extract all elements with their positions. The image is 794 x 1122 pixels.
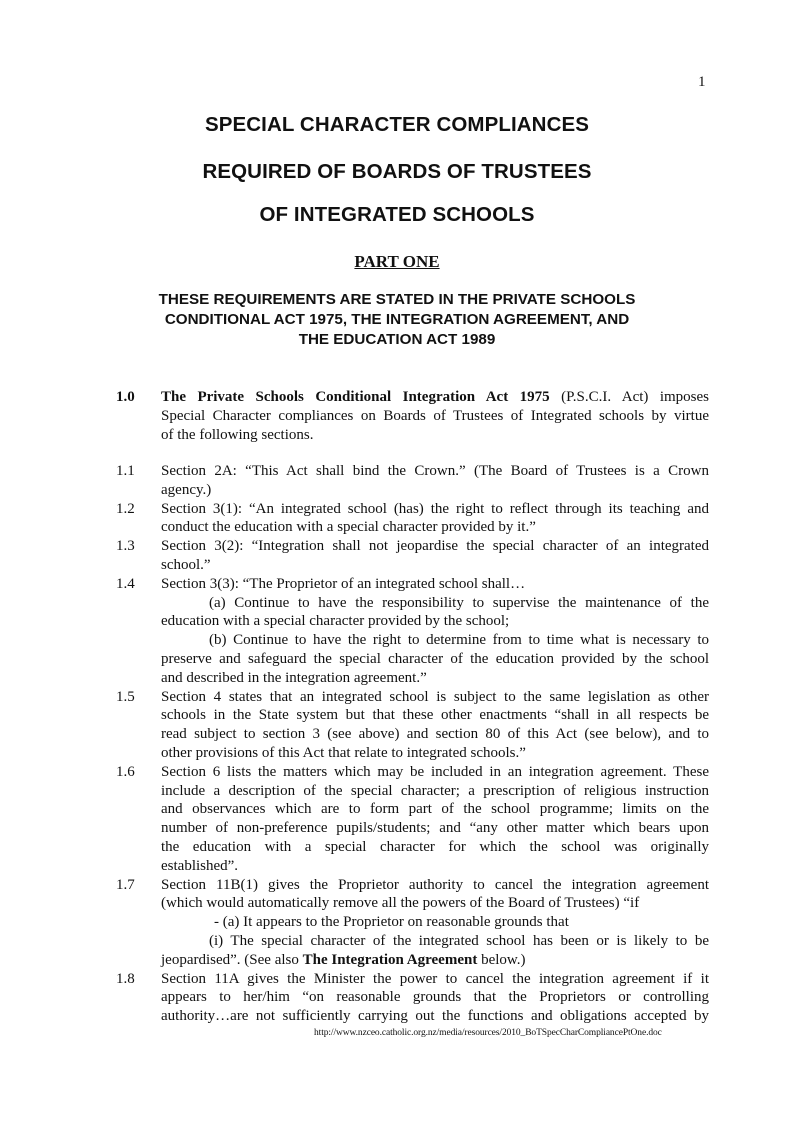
clause-number: 1.0 (116, 389, 135, 405)
clause-line: read subject to section 3 (see above) and section 80 of this Act (see below), and to (161, 726, 709, 743)
subheading-line-2: CONDITIONAL ACT 1975, THE INTEGRATION AGREEMENT, AND (164, 311, 630, 328)
clause-line: preserve and safeguard the special character of the education provided by the school (161, 650, 709, 667)
clause-line: conduct the education with a special character provided by it.” (161, 519, 536, 536)
clause-number: 1.2 (116, 500, 135, 517)
clause-line (161, 951, 709, 970)
cross-reference: The Integration Agreement (302, 951, 478, 968)
clause-line: Section 3(1): “An integrated school (has) the right to reflect through its teaching and (161, 500, 709, 517)
clause-text: jeopardised”. (See also (161, 951, 303, 968)
clause-text: below.) (477, 951, 526, 968)
clause-line: other provisions of this Act that relate to integrated schools.” (161, 744, 526, 761)
clause-body (161, 970, 709, 1026)
clause-line: and described in the integration agreement.” (161, 669, 427, 686)
clause-line: agency.) (161, 481, 212, 498)
clause-line: Section 3(2): “Integration shall not jeopardise the special character of an integrated (161, 538, 709, 555)
clause-line: school.” (161, 556, 211, 573)
document-title-line-2: REQUIRED OF BOARDS OF TRUSTEES (202, 160, 592, 183)
clause-body (161, 575, 709, 688)
clause-line: - (a) It appears to the Proprietor on reasonable grounds that (214, 914, 569, 931)
clause-line: established”. (161, 857, 239, 874)
clause-line: of the following sections. (161, 426, 314, 443)
clause-line: (i) The special character of the integrated school has been or is likely to be (209, 932, 709, 949)
subheading (0, 290, 794, 350)
clause-number: 1.4 (116, 575, 135, 592)
clause-line: and observances which are to form part of the school programme; limits on the (161, 801, 709, 818)
clause-text: (P.S.C.I. Act) imposes (561, 389, 710, 405)
clause-line: Section 6 lists the matters which may be included in an integration agreement. These (161, 763, 709, 780)
clause-line (161, 388, 709, 407)
clause-number: 1.6 (116, 763, 135, 780)
clause-body (161, 388, 709, 444)
clause-line: (b) Continue to have the right to determine from to time what is necessary to (209, 632, 709, 649)
clause-line: (which would automatically remove all the powers of the Board of Trustees) “if (161, 895, 640, 912)
part-heading: PART ONE (354, 252, 440, 271)
clause-body (161, 876, 709, 970)
clause-line: number of non-preference pupils/students; and “any other matter which bears upon (161, 820, 709, 837)
clause-line: appears to her/him “on reasonable grounds that the Proprietors or controlling (161, 989, 709, 1006)
clause-line: education with a special character provided by the school; (161, 613, 510, 630)
clause-body (161, 537, 709, 575)
clause-line: authority…are not sufficiently carrying out the functions and obligations accepted by (161, 1008, 709, 1025)
clause-number: 1.8 (116, 970, 135, 987)
clause-line: Section 11B(1) gives the Proprietor authority to cancel the integration agreement (161, 876, 709, 893)
clause-body (161, 688, 709, 763)
clause-body (161, 763, 709, 876)
clause-line: Section 11A gives the Minister the power to cancel the integration agreement if it (161, 970, 709, 987)
page-number: 1 (698, 74, 706, 90)
clause-line: schools in the State system but that these other enactments “shall in all respects be (161, 707, 709, 724)
footer-url: http://www.nzceo.catholic.org.nz/media/resources/2010_BoTSpecCharCompliancePtOne.doc (314, 1028, 662, 1038)
clause-number: 1.5 (116, 688, 135, 705)
clause-number: 1.7 (116, 876, 135, 893)
clause-number: 1.3 (116, 538, 135, 555)
clause-body (161, 500, 709, 538)
subheading-line-1: THESE REQUIREMENTS ARE STATED IN THE PRIVATE SCHOOLS (158, 291, 636, 308)
clause-line: Section 3(3): “The Proprietor of an integrated school shall… (161, 575, 526, 592)
document-title-line-3: OF INTEGRATED SCHOOLS (259, 203, 535, 226)
clause-line: Section 2A: “This Act shall bind the Crown.” (The Board of Trustees is a Crown (161, 463, 709, 479)
clause-line: (a) Continue to have the responsibility to supervise the maintenance of the (209, 594, 709, 611)
act-name: The Private Schools Conditional Integration Act 1975 (161, 389, 550, 405)
subheading-line-3: THE EDUCATION ACT 1989 (298, 331, 496, 348)
document-title-line-1: SPECIAL CHARACTER COMPLIANCES (204, 113, 590, 136)
clause-body (161, 462, 709, 500)
clause-number: 1.1 (116, 463, 135, 479)
clause-line: Section 4 states that an integrated school is subject to the same legislation as other (161, 688, 709, 705)
clause-line: Special Character compliances on Boards of Trustees of Integrated schools by virtue (161, 407, 709, 424)
clause-line: the education with a special character for which the school was originally (161, 838, 709, 855)
clause-line: include a description of the special character; a prescription of religious instruction (161, 782, 709, 799)
